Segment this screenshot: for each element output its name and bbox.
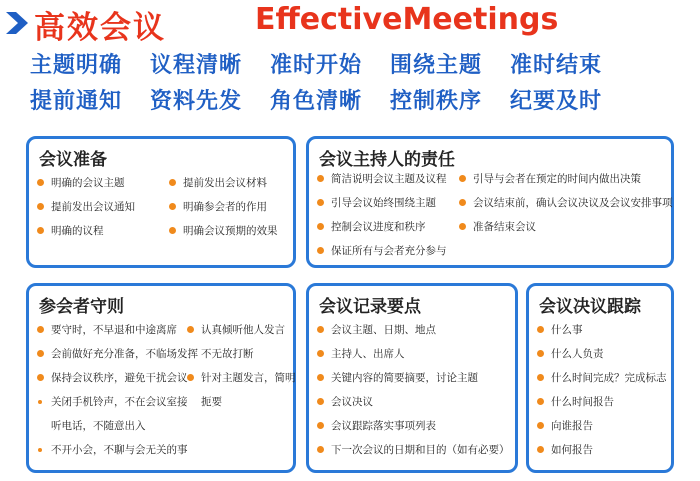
prep-left-list: [37, 171, 135, 243]
list-item-continuation: 听电话，不随意出入: [51, 420, 146, 432]
panel-title: 会议主持人的责任: [319, 150, 455, 170]
bullet-icon: [459, 199, 466, 206]
bullet-icon: [317, 326, 324, 333]
meeting-prep-panel: [26, 136, 296, 268]
keyword: 角色清晰: [270, 89, 363, 114]
list-item: 明确的会议主题: [37, 171, 135, 195]
list-item: 向谁报告: [537, 414, 667, 438]
list-item: 提前发出会议通知: [37, 195, 135, 219]
list-item: 要守时，不早退和中途离席: [37, 318, 198, 342]
followup-list: [537, 318, 667, 462]
bullet-icon: [37, 374, 44, 381]
list-item: 保证所有与会者充分参与: [317, 239, 447, 263]
title-row: [0, 0, 700, 46]
list-item: 认真倾听他人发言: [187, 318, 296, 342]
resolution-tracking-panel: [526, 283, 674, 473]
rules-left-list: [37, 318, 198, 462]
list-item: 明确参会者的作用: [169, 195, 278, 219]
bullet-icon: [37, 350, 44, 357]
list-item-continuation: 扼要: [201, 396, 222, 408]
bullet-icon: [459, 223, 466, 230]
bullet-icon: [317, 247, 324, 254]
bullet-icon: [537, 398, 544, 405]
page-title-english: EffectiveMeetings: [255, 2, 559, 37]
bullet-icon: [37, 326, 44, 333]
bullet-icon: [317, 374, 324, 381]
list-item: 什么时间完成？完成标志: [537, 366, 667, 390]
keyword: 提前通知: [30, 89, 123, 114]
bullet-icon: [37, 179, 44, 186]
bullet-icon: [537, 326, 544, 333]
list-item: 控制会议进度和秩序: [317, 215, 447, 239]
bullet-icon: [187, 326, 194, 333]
bullet-icon: [537, 422, 544, 429]
keyword: 准时开始: [270, 53, 363, 78]
bullet-icon: [537, 350, 544, 357]
host-left-list: [317, 167, 447, 263]
panel-title: 会议决议跟踪: [539, 297, 641, 317]
list-item: 针对主题发言，简明: [187, 366, 296, 390]
list-item: 什么人负责: [537, 342, 667, 366]
keyword: 议程清晰: [150, 53, 243, 78]
list-item-continuation: 不无故打断: [201, 348, 254, 360]
bullet-icon: [317, 175, 324, 182]
attendee-rules-panel: [26, 283, 296, 473]
bullet-icon: [169, 179, 176, 186]
chevron-right-icon: [4, 10, 30, 36]
bullet-icon: [38, 448, 42, 452]
keyword: 主题明确: [30, 53, 123, 78]
host-duties-panel: [306, 136, 674, 268]
bullet-icon: [317, 446, 324, 453]
page-title: 高效会议: [34, 10, 166, 46]
panel-title: 会议记录要点: [319, 297, 421, 317]
bullet-icon: [37, 227, 44, 234]
rules-right-list: [187, 318, 296, 414]
list-item: 什么事: [537, 318, 667, 342]
bullet-icon: [317, 199, 324, 206]
host-right-list: [459, 167, 673, 239]
bullet-icon: [317, 350, 324, 357]
meeting-minutes-panel: [306, 283, 518, 473]
keyword-row-1: [30, 48, 690, 82]
bullet-icon: [169, 203, 176, 210]
list-item: 会前做好充分准备，不临场发挥: [37, 342, 198, 366]
list-item: 明确的议程: [37, 219, 135, 243]
records-list: [317, 318, 510, 462]
list-item: 主持人、出席人: [317, 342, 510, 366]
panel-title: 会议准备: [39, 150, 107, 170]
list-item: 不开小会，不聊与会无关的事: [37, 438, 198, 462]
keyword: 准时结束: [510, 53, 603, 78]
keyword: 围绕主题: [390, 53, 483, 78]
keyword: 纪要及时: [510, 89, 603, 114]
bullet-icon: [537, 446, 544, 453]
list-item: 如何报告: [537, 438, 667, 462]
bullet-icon: [317, 223, 324, 230]
list-item: 关键内容的简要摘要，讨论主题: [317, 366, 510, 390]
keyword-row-2: [30, 84, 690, 118]
bullet-icon: [38, 400, 42, 404]
bullet-icon: [187, 374, 194, 381]
bullet-icon: [317, 422, 324, 429]
list-item: 提前发出会议材料: [169, 171, 278, 195]
bullet-icon: [537, 374, 544, 381]
list-item: 会议主题、日期、地点: [317, 318, 510, 342]
list-item: 会议结束前，确认会议决议及会议安排事项: [459, 191, 673, 215]
prep-right-list: [169, 171, 278, 243]
list-item: 引导与会者在预定的时间内做出决策: [459, 167, 673, 191]
list-item: 明确会议预期的效果: [169, 219, 278, 243]
list-item: 保持会议秩序，避免干扰会议: [37, 366, 198, 390]
list-item: 简洁说明会议主题及议程: [317, 167, 447, 191]
keyword: 资料先发: [150, 89, 243, 114]
list-item: 准备结束会议: [459, 215, 673, 239]
list-item: 引导会议始终围绕主题: [317, 191, 447, 215]
list-item: 会议跟踪落实事项列表: [317, 414, 510, 438]
bullet-icon: [317, 398, 324, 405]
bullet-icon: [37, 203, 44, 210]
panel-title: 参会者守则: [39, 297, 124, 317]
bullet-icon: [169, 227, 176, 234]
list-item: 关闭手机铃声，不在会议室接: [37, 390, 198, 414]
keyword: 控制秩序: [390, 89, 483, 114]
list-item: 什么时间报告: [537, 390, 667, 414]
bullet-icon: [459, 175, 466, 182]
list-item: 会议决议: [317, 390, 510, 414]
list-item: 下一次会议的日期和目的（如有必要）: [317, 438, 510, 462]
